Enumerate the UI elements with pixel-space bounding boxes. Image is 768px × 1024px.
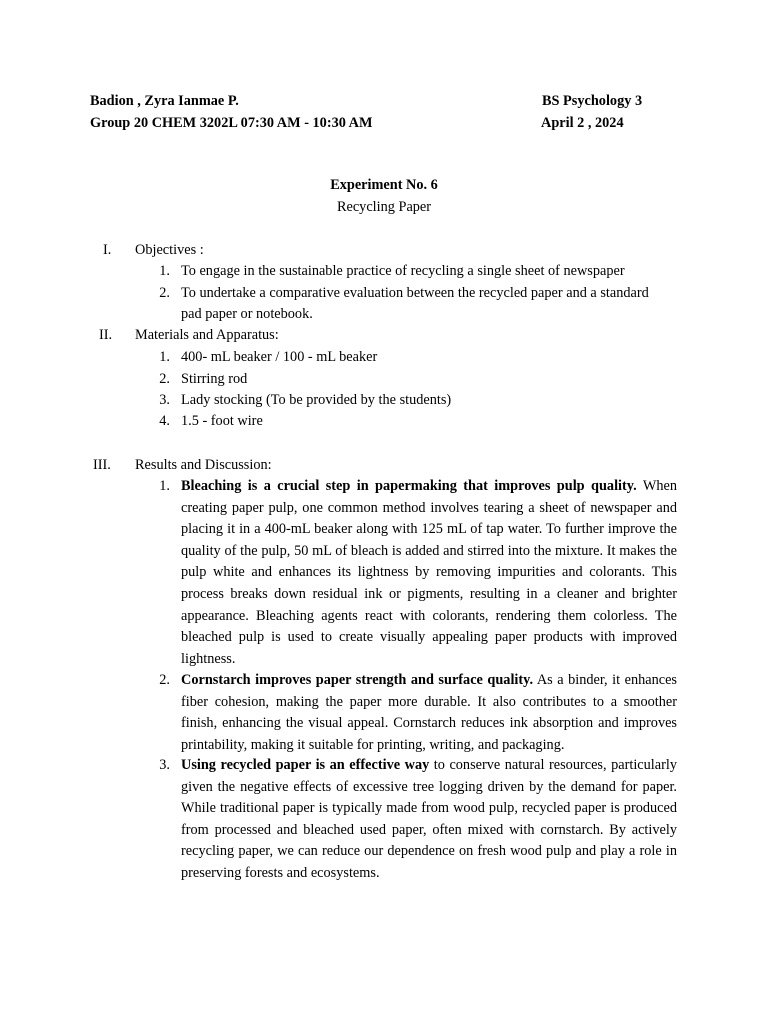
list-item-number: 4. <box>159 413 170 429</box>
material-item: 400- mL beaker / 100 - mL beaker <box>181 349 378 365</box>
section-numeral-2: II. <box>99 327 113 343</box>
objective-item-continuation: pad paper or notebook. <box>181 306 313 322</box>
section-numeral-1: I. <box>103 242 112 258</box>
list-item-number: 1. <box>159 263 170 279</box>
paragraph-lead: Bleaching is a crucial step in papermaking that improves pulp quality. <box>181 478 637 494</box>
list-item-number: 3. <box>159 757 170 773</box>
objective-item: To undertake a comparative evaluation between the recycled paper and a standard <box>181 285 649 301</box>
section-heading-objectives: Objectives : <box>135 242 204 258</box>
discussion-paragraph-bleaching <box>181 476 677 670</box>
material-item: Lady stocking (To be provided by the students) <box>181 392 452 408</box>
student-name: Badion , Zyra Ianmae P. <box>90 93 239 109</box>
paragraph-body: As a binder, it enhances fiber cohesion, making the paper more durable. It also contributes to a smoother finish, enhancing the visual appeal. Cornstarch reduces ink absorption and improves printability, making it suitable for printing, writing, and packaging. <box>181 672 677 753</box>
report-date: April 2 , 2024 <box>541 115 624 131</box>
paragraph-body: When creating paper pulp, one common method involves tearing a sheet of newspaper and placing it in a 400-mL beaker along with 125 mL of tap water. To further improve the quality of the pulp, 50 mL of bleach is added and stirred into the mixture. It makes the pulp white and enhances its lightness by removing impurities and colorants. This process breaks down residual ink or pigments, resulting in a cleaner and brighter appearance. Bleaching agents react with colorants, rendering them colorless. The bleached pulp is used to create visually appealing paper products with improved lightness. <box>181 478 678 667</box>
list-item-number: 3. <box>159 392 170 408</box>
list-item-number: 1. <box>159 478 170 494</box>
section-heading-results: Results and Discussion: <box>135 457 272 473</box>
paragraph-lead: Cornstarch improves paper strength and surface quality. <box>181 672 534 688</box>
list-item-number: 2. <box>159 285 170 301</box>
list-item-number: 1. <box>159 349 170 365</box>
group-schedule: Group 20 CHEM 3202L 07:30 AM - 10:30 AM <box>90 115 373 131</box>
objective-item: To engage in the sustainable practice of recycling a single sheet of newspaper <box>181 263 625 279</box>
discussion-paragraph-cornstarch <box>181 670 677 756</box>
paragraph-body: to conserve natural resources, particularly given the negative effects of excessive tree logging driven by the demand for paper. While traditional paper is typically made from wood pulp, recycled paper is produced from processed and bleached used paper, often mixed with cornstarch. By actively recycling paper, we can reduce our dependence on fresh wood pulp and play a role in preserving forests and ecosystems. <box>181 757 677 881</box>
discussion-paragraph-recycled-paper <box>181 755 677 885</box>
paragraph-lead: Using recycled paper is an effective way <box>181 757 430 773</box>
list-item-number: 2. <box>159 371 170 387</box>
program-year: BS Psychology 3 <box>542 93 643 109</box>
experiment-subtitle: Recycling Paper <box>336 199 432 215</box>
material-item: Stirring rod <box>181 371 248 387</box>
list-item-number: 2. <box>159 672 170 688</box>
section-heading-materials: Materials and Apparatus: <box>135 327 279 343</box>
material-item: 1.5 - foot wire <box>181 413 263 429</box>
experiment-number: Experiment No. 6 <box>330 177 438 193</box>
section-numeral-3: III. <box>93 457 111 473</box>
